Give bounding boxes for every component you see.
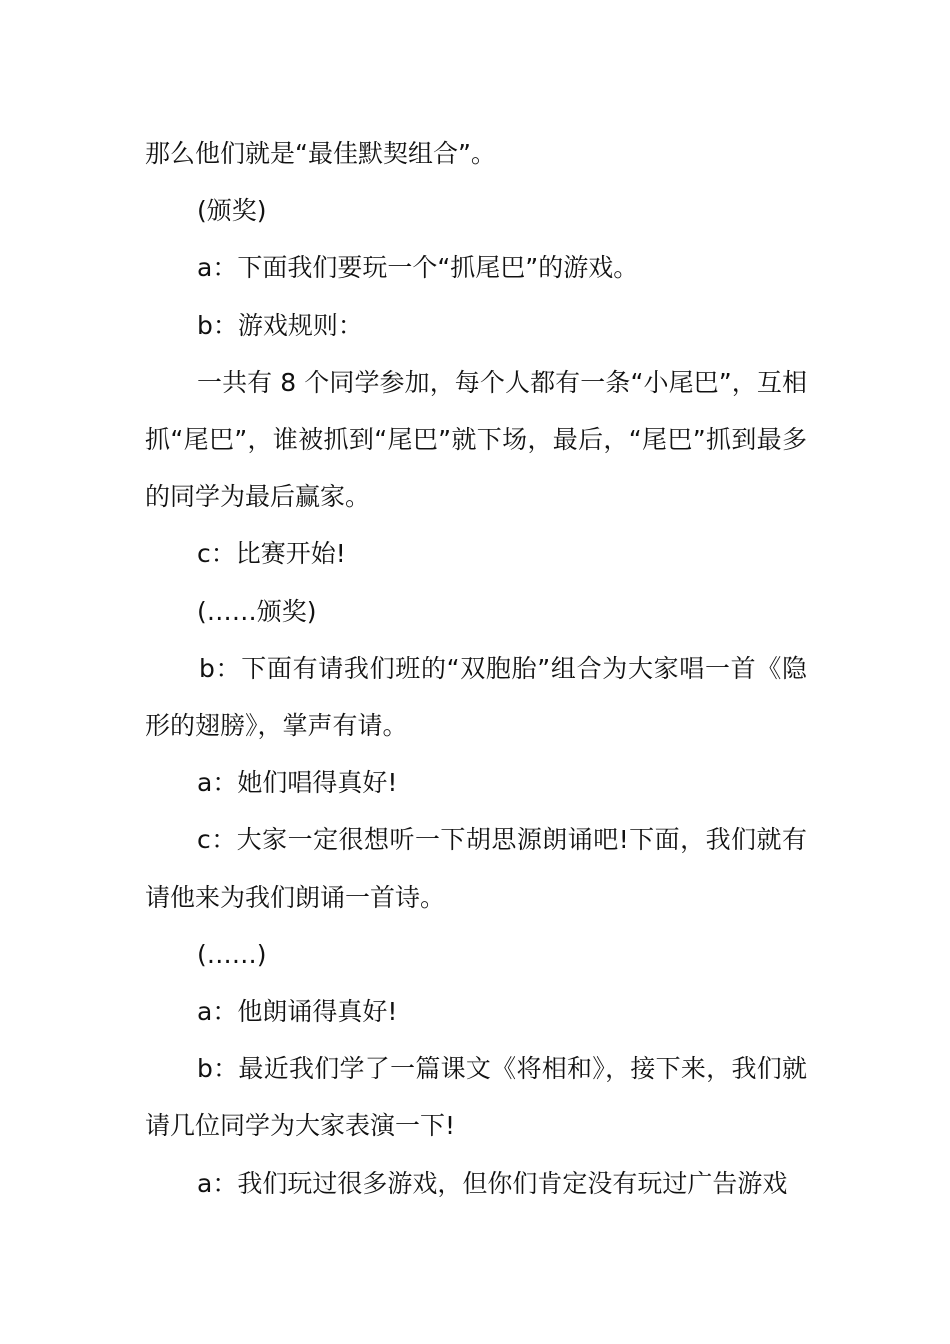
paragraph: (……) bbox=[197, 939, 267, 969]
paragraph: a：她们唱得真好! bbox=[197, 768, 398, 798]
paragraph: b：最近我们学了一篇课文《将相和》，接下来，我们就请几位同学为大家表演一下! bbox=[145, 1054, 807, 1141]
paragraph: a：下面我们要玩一个“抓尾巴”的游戏。 bbox=[197, 253, 639, 283]
paragraph: 一共有 8 个同学参加，每个人都有一条“小尾巴”，互相抓“尾巴”，谁被抓到“尾巴”就下场，最后，“尾巴”抓到最多的同学为最后赢家。 bbox=[145, 367, 807, 512]
document-body bbox=[145, 125, 807, 1212]
paragraph: 那么他们就是“最佳默契组合”。 bbox=[145, 139, 496, 168]
paragraph: a：我们玩过很多游戏，但你们肯定没有玩过广告游戏 bbox=[197, 1168, 788, 1198]
paragraph: (颁奖) bbox=[197, 196, 267, 226]
paragraph: b：下面有请我们班的“双胞胎”组合为大家唱一首《隐形的翅膀》，掌声有请。 bbox=[145, 653, 807, 741]
paragraph: c：比赛开始! bbox=[197, 539, 346, 569]
paragraph: b：游戏规则： bbox=[197, 310, 363, 340]
paragraph: a：他朗诵得真好! bbox=[197, 997, 398, 1027]
paragraph: (……颁奖) bbox=[197, 596, 317, 626]
paragraph: c：大家一定很想听一下胡思源朗诵吧!下面，我们就有请他来为我们朗诵一首诗。 bbox=[145, 825, 807, 912]
